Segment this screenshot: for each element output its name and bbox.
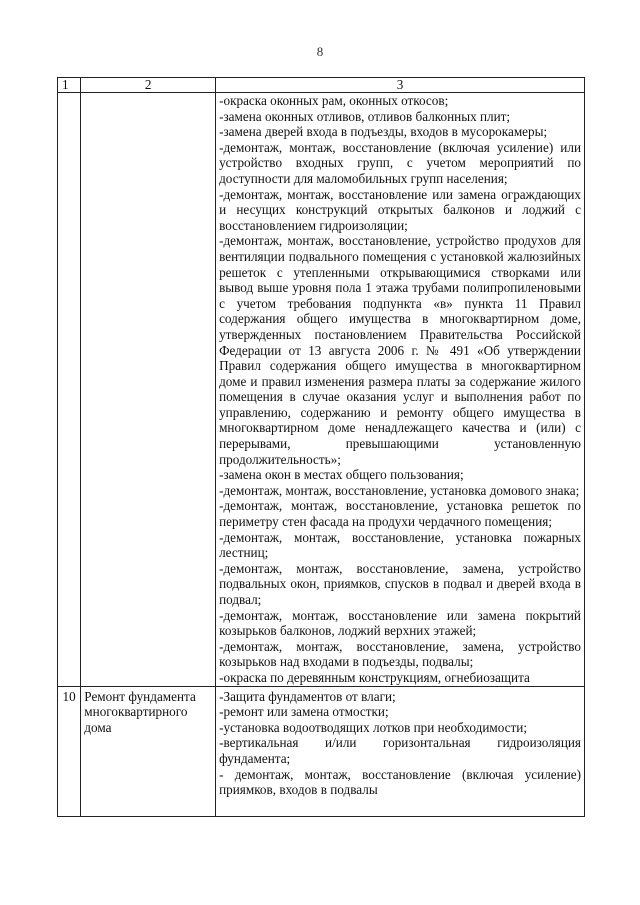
work-item: -замена окон в местах общего пользования; [219,467,464,483]
row-work-name [81,93,216,687]
works-table [57,77,585,817]
work-item: -демонтаж, монтаж, восстановление, установка домового знака; [219,482,580,498]
work-item: -демонтаж, монтаж, восстановление или замена ограждающих и несущих конструкций открытых балконов и лоджий с восстановлением гидроизоляции; [219,186,581,233]
work-item: -демонтаж, монтаж, восстановлeние, установка решеток по периметру стен фасада на продухи чердачного помещения; [219,498,581,530]
work-item: -установка водоотводящих лотков при необходимости; [219,719,528,735]
work-item: -окраска по деревянным конструкциям, огнебиозащита [219,669,530,685]
row-work-items [216,93,585,687]
work-item: -ремонт или замена отмостки; [219,704,389,720]
work-item: -замена оконных отливов, отливов балконных плит; [219,108,511,124]
work-item: -демонтаж, монтаж, восстановление, устройство продухов для вентиляции подвального помещения с установкой жалюзийных решеток с утепленными открывающимися створками или вывод выше уровня пола 1 этажа трубами полипропиленовыми с учетом требования подпункта «в» пункта 11 Правил содержания общего имущества в многоквартирном доме, утвержденных постановлением Правительства Российской Федерации от 13 августа 2006 г. № 491 «Об утверждении Правил содержания общего имущества в многоквартирном доме и правил изменения размера платы за содержание жилого помещения в случае оказания услуг и выполнения работ по управлению, содержанию и ремонту общего имущества в многоквартирном доме ненадлежащего качества и (или) с перерывами, превышающими установленную продолжительность»; [219,233,581,467]
work-item: -вертикальная и/или горизонтальная гидроизоляция фундамента; [219,735,581,766]
table-row [58,686,585,816]
header-col-1: 1 [58,78,81,93]
work-item: - демонтаж, монтаж, восстановление (включая усиление) приямков, входов в подвалы [219,766,581,798]
table-row [58,93,585,687]
work-item: -замена дверей входа в подъезды, входов в мусорокамеры; [219,124,548,140]
work-item: -окраска оконных рам, оконных откосов; [219,93,449,108]
page-number: 8 [316,44,324,59]
row-number [58,93,81,687]
row-work-items [216,686,585,816]
work-item: -демонтаж, монтаж, восстановление, замена, устройство подвальных окон, приямков, спусков в подвал и дверей входа в подвал; [219,560,581,607]
work-item: -демонтаж, монтаж, восстановление (включая усиление) или устройство входных групп, с учетом мероприятий по доступности для маломобильных групп населения; [219,139,581,186]
row-work-name: Ремонт фундамента многоквартирного дома [81,686,216,816]
header-col-3: 3 [216,78,585,93]
work-item: -демонтаж, монтаж, восстановление или замена покрытий козырьков балконов, лоджий верхних этажей; [219,607,581,639]
table-header-row [58,78,585,93]
work-item: -демонтаж, монтаж, восстановление, замена, устройство козырьков над входами в подъезды, подвалы; [219,638,581,670]
header-col-2: 2 [81,78,216,93]
work-item: -демонтаж, монтаж, восстановление, установка пожарных лестниц; [219,529,581,561]
work-item: -Защита фундаментов от влаги; [219,688,396,704]
row-number: 10 [58,686,81,816]
